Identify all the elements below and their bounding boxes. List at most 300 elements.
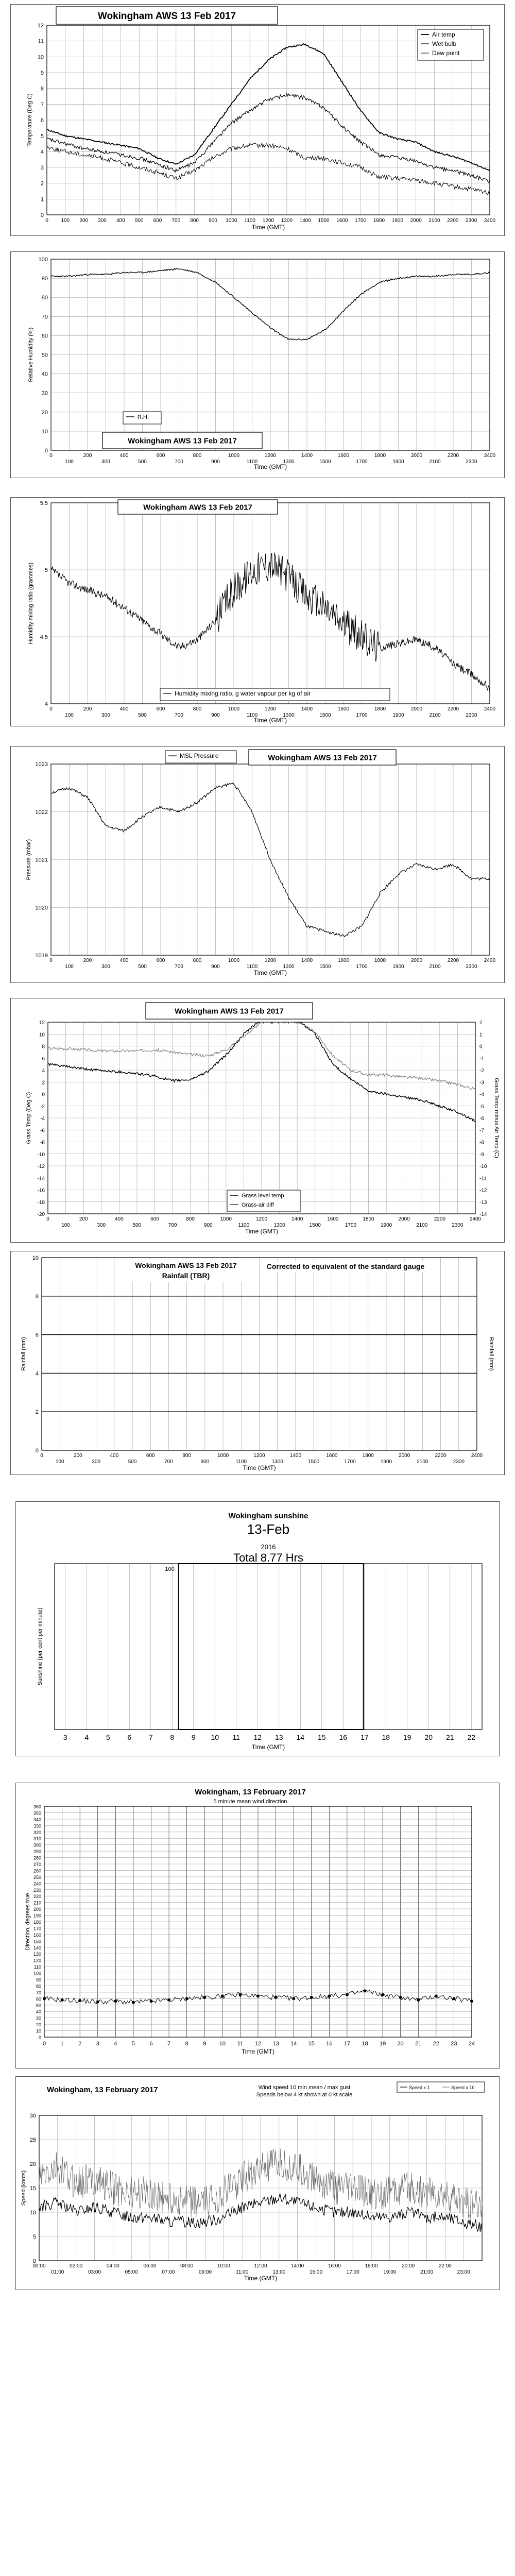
mix-xtick-label: 700 [175, 713, 183, 718]
wdir-ytick-label: 50 [36, 2003, 41, 2008]
wdir-ytick-label: 150 [33, 1939, 41, 1944]
wdir-ytick-label: 270 [33, 1862, 41, 1867]
temp-title: Wokingham AWS 13 Feb 2017 [97, 10, 236, 22]
wdir-point [238, 1993, 242, 1996]
temp-ylabel: Temperature (Deg C) [27, 93, 33, 147]
temp-xtick-label: 1600 [336, 218, 348, 224]
temp-xtick-label: 1000 [226, 218, 237, 224]
rh-ytick-label: 60 [41, 333, 48, 340]
grass-xtick-label: 1000 [220, 1216, 232, 1222]
mix-ytick-label: 4 [44, 701, 48, 707]
rh-xtick-label: 1100 [246, 459, 258, 465]
grass-xtick-label: 700 [168, 1223, 177, 1228]
wdir-xtick-label: 12 [254, 2041, 262, 2047]
temp-ytick-label: 12 [37, 23, 44, 29]
wdir-point [417, 1998, 420, 2002]
grass-ytick-label: -6 [40, 1128, 45, 1134]
temp-ytick-label: 1 [40, 196, 44, 203]
panel-temperature [10, 4, 505, 236]
rh-xtick-label: 2100 [429, 459, 441, 465]
sun-xtick-label: 18 [382, 1733, 390, 1741]
grass-xtick-label: 500 [132, 1223, 142, 1228]
wdir-point [399, 1996, 402, 1999]
wspd-xtick-label: 21:00 [420, 2269, 434, 2275]
mix-xtick-label: 2200 [447, 706, 459, 712]
wdir-point [78, 1999, 81, 2002]
wdir-xtick-label: 17 [344, 2041, 351, 2047]
panel-wind-speed [15, 2076, 500, 2290]
pres-title: Wokingham AWS 13 Feb 2017 [268, 753, 377, 762]
temp-xtick-label: 400 [116, 218, 125, 224]
wdir-xtick-label: 2 [78, 2041, 82, 2047]
sun-ytick-label: 100 [165, 1566, 175, 1572]
grass-ytick-label: -4 [40, 1116, 45, 1122]
mixing-ratio-chart [11, 498, 503, 725]
rain-xtick-label: 700 [164, 1459, 173, 1465]
wdir-point [346, 1993, 349, 1996]
wspd-xtick-label: 01:00 [51, 2269, 64, 2275]
grass-ytick-label: 6 [42, 1056, 45, 1062]
rh-xtick-label: 1500 [319, 459, 331, 465]
rain-xtick-label: 1600 [326, 1453, 338, 1459]
wspd-xtick-label: 18:00 [365, 2263, 378, 2269]
wdir-ylabel: Direction, degrees true [25, 1893, 31, 1951]
temp-legend-label: Dew point [432, 49, 460, 57]
mix-xtick-label: 2400 [484, 706, 496, 712]
panel-mixing-ratio [10, 497, 505, 726]
rain-xtick-label: 1300 [271, 1459, 283, 1465]
sun-bar [179, 1564, 364, 1730]
wspd-xtick-label: 09:00 [198, 2269, 212, 2275]
mix-xtick-label: 2100 [429, 713, 441, 718]
pres-xtick-label: 200 [83, 958, 92, 963]
pres-xtick-label: 100 [65, 964, 74, 970]
wspd-xtick-label: 12:00 [254, 2263, 267, 2269]
grass-legend-label: Grass-air diff [242, 1202, 274, 1208]
wspd-xtick-label: 07:00 [162, 2269, 175, 2275]
rainfall-chart [11, 1251, 503, 1473]
pres-xlabel: Time (GMT) [253, 969, 287, 976]
sun-xtick-label: 19 [403, 1733, 411, 1741]
wdir-xtick-label: 15 [308, 2041, 315, 2047]
rh-xtick-label: 200 [83, 453, 92, 459]
temp-xtick-label: 0 [45, 218, 48, 224]
temp-ytick-label: 8 [40, 86, 44, 92]
temp-xtick-label: 200 [79, 218, 89, 224]
wdir-ytick-label: 290 [33, 1849, 41, 1855]
grass-ytick-right-label: 2 [479, 1020, 483, 1026]
grass-ylabel: Grass Temp (Deg C) [26, 1092, 32, 1144]
grass-ytick-right-label: -13 [479, 1199, 487, 1206]
grass-ytick-label: 4 [42, 1068, 45, 1074]
grass-ytick-right-label: -11 [479, 1176, 487, 1182]
wspd-xtick-label: 14:00 [291, 2263, 304, 2269]
wspd-ytick-label: 15 [29, 2185, 36, 2192]
rain-xtick-label: 2300 [453, 1459, 465, 1465]
temp-ytick-label: 10 [37, 54, 44, 61]
mix-xtick-label: 1600 [337, 706, 350, 712]
pres-xtick-label: 700 [175, 964, 183, 970]
pres-xtick-label: 1200 [264, 958, 277, 963]
wdir-ytick-label: 80 [36, 1984, 41, 1989]
wspd-ytick-label: 25 [29, 2137, 36, 2143]
rain-xtick-label: 600 [146, 1453, 155, 1459]
wdir-ytick-label: 90 [36, 1977, 41, 1982]
rain-xtick-label: 400 [110, 1453, 119, 1459]
sun-xtick-label: 9 [191, 1733, 196, 1741]
rain-xtick-label: 900 [200, 1459, 210, 1465]
rain-xtick-label: 500 [128, 1459, 137, 1465]
rh-xtick-label: 2000 [410, 453, 423, 459]
wdir-ytick-label: 240 [33, 1881, 41, 1887]
mix-xtick-label: 1700 [356, 713, 368, 718]
wspd-annotation-2: Speeds below 4 kt shown at 0 kt scale [256, 2092, 353, 2098]
grass-chart [11, 998, 503, 1241]
rain-ytick-label: 8 [35, 1293, 39, 1300]
wdir-point [150, 1999, 153, 2003]
grass-ylabel-right: Grass Temp minus Air Temp (C) [493, 1078, 500, 1158]
grass-ytick-label: -2 [40, 1104, 45, 1110]
grass-ytick-right-label: -6 [479, 1116, 484, 1122]
sun-xtick-label: 16 [339, 1733, 348, 1741]
wdir-point [43, 1997, 46, 2000]
temp-xtick-label: 2200 [447, 218, 459, 224]
wspd-xtick-label: 17:00 [346, 2269, 359, 2275]
pres-legend-label: MSL Pressure [180, 752, 219, 759]
mix-xtick-label: 600 [156, 706, 165, 712]
rain-ytick-label: 10 [32, 1255, 39, 1261]
wdir-ytick-label: 20 [36, 2022, 41, 2028]
rh-xtick-label: 1400 [301, 453, 313, 459]
grass-xtick-label: 2100 [416, 1223, 428, 1228]
wspd-xtick-label: 06:00 [143, 2263, 157, 2269]
panel-rainfall [10, 1251, 505, 1475]
wdir-xtick-label: 19 [379, 2041, 386, 2047]
wdir-xtick-label: 10 [219, 2041, 226, 2047]
wspd-legend-label: Speed x 1 [409, 2085, 430, 2090]
wdir-xlabel: Time (GMT) [241, 2048, 275, 2055]
wspd-xtick-label: 22:00 [438, 2263, 452, 2269]
mix-xtick-label: 1900 [392, 713, 404, 718]
grass-ytick-right-label: -2 [479, 1068, 484, 1074]
wdir-ytick-label: 30 [36, 2015, 41, 2021]
rh-ytick-label: 100 [38, 257, 48, 263]
grass-xlabel: Time (GMT) [245, 1228, 279, 1235]
rh-ytick-label: 30 [41, 390, 48, 397]
rain-title: Wokingham AWS 13 Feb 2017 [135, 1261, 237, 1269]
grass-ytick-right-label: -8 [479, 1140, 484, 1146]
grass-ytick-right-label: -7 [479, 1128, 484, 1134]
rh-xtick-label: 2300 [466, 459, 477, 465]
wdir-xtick-label: 21 [415, 2041, 422, 2047]
rain-xtick-label: 100 [55, 1459, 64, 1465]
rain-xtick-label: 1200 [253, 1453, 265, 1459]
panel-grass [10, 998, 505, 1243]
temp-xtick-label: 800 [190, 218, 199, 224]
mix-xtick-label: 300 [101, 713, 110, 718]
rh-ytick-label: 40 [41, 371, 48, 378]
temp-xtick-label: 2300 [466, 218, 477, 224]
wspd-xtick-label: 16:00 [328, 2263, 341, 2269]
rh-ytick-label: 20 [41, 409, 48, 416]
wspd-xtick-label: 03:00 [88, 2269, 101, 2275]
pressure-chart [11, 747, 503, 981]
temp-ytick-label: 7 [40, 101, 44, 108]
rh-xtick-label: 600 [156, 453, 165, 459]
pres-xtick-label: 1800 [374, 958, 386, 963]
wspd-legend-label: Speed x 10 [451, 2085, 475, 2090]
rh-legend-label: R.H. [138, 414, 149, 420]
wdir-point [328, 1994, 331, 1997]
wdir-point [452, 1997, 455, 2000]
temp-xtick-label: 1300 [281, 218, 293, 224]
rain-xtick-label: 1000 [217, 1453, 229, 1459]
mix-ytick-label: 5 [44, 567, 48, 573]
wdir-ytick-label: 100 [33, 1971, 41, 1976]
pres-xtick-label: 1700 [356, 964, 368, 970]
pres-xtick-label: 900 [211, 964, 220, 970]
pres-xtick-label: 1000 [228, 958, 240, 963]
wdir-ytick-label: 170 [33, 1926, 41, 1931]
temp-legend-label: Wet bulb [432, 40, 457, 47]
wdir-point [274, 1996, 278, 1999]
wind-speed-chart [16, 2077, 498, 2289]
sun-title: Wokingham sunshine [228, 1512, 308, 1520]
pres-ytick-label: 1021 [35, 857, 48, 863]
grass-xtick-label: 1100 [238, 1223, 250, 1228]
rain-xtick-label: 2200 [435, 1453, 447, 1459]
pres-ytick-label: 1020 [35, 905, 48, 911]
wspd-ytick-label: 5 [32, 2234, 36, 2240]
wdir-point [61, 1998, 64, 2002]
grass-ytick-label: -18 [37, 1199, 45, 1206]
sun-xtick-label: 17 [360, 1733, 369, 1741]
mix-ytick-label: 5.5 [40, 500, 48, 506]
rain-xtick-label: 2000 [399, 1453, 410, 1459]
wspd-xtick-label: 08:00 [180, 2263, 194, 2269]
pres-xtick-label: 1100 [246, 964, 258, 970]
pres-xtick-label: 1900 [392, 964, 404, 970]
wdir-xtick-label: 7 [167, 2041, 171, 2047]
wdir-xtick-label: 23 [451, 2041, 457, 2047]
rain-ylabel-right: Rainfall (mm) [488, 1337, 494, 1371]
rain-xtick-label: 1800 [362, 1453, 374, 1459]
grass-ytick-right-label: 1 [479, 1032, 483, 1038]
grass-ytick-label: -12 [37, 1164, 45, 1170]
wdir-xtick-label: 14 [290, 2041, 297, 2047]
wspd-xtick-label: 13:00 [272, 2269, 286, 2275]
grass-ytick-right-label: -4 [479, 1092, 484, 1098]
rh-ytick-label: 90 [41, 276, 48, 282]
sun-xtick-label: 8 [170, 1733, 175, 1741]
wdir-ytick-label: 180 [33, 1920, 41, 1925]
pres-xtick-label: 2400 [484, 958, 496, 963]
temp-xtick-label: 1800 [373, 218, 385, 224]
rain-annotation: Corrected to equivalent of the standard gauge [266, 1262, 425, 1270]
mix-xtick-label: 2300 [466, 713, 477, 718]
temp-xtick-label: 100 [61, 218, 70, 224]
sun-xtick-label: 14 [296, 1733, 305, 1741]
wdir-subtitle: 5 minute mean wind direction [213, 1799, 287, 1805]
rh-xtick-label: 2400 [484, 453, 496, 459]
panel-wind-direction [15, 1783, 500, 2069]
temp-xtick-label: 300 [98, 218, 107, 224]
wdir-point [470, 1999, 473, 2003]
temp-ytick-label: 6 [40, 117, 44, 124]
wdir-ytick-label: 310 [33, 1836, 41, 1842]
temperature-chart [11, 5, 503, 234]
rh-ylabel: Relative Humidity (%) [28, 327, 34, 382]
wind-direction-chart [16, 1783, 498, 2067]
grass-xtick-label: 400 [114, 1216, 124, 1222]
wdir-ytick-label: 110 [33, 1964, 41, 1970]
grass-ytick-right-label: -1 [479, 1056, 484, 1062]
wdir-ytick-label: 220 [33, 1894, 41, 1900]
wdir-ytick-label: 0 [38, 2035, 41, 2040]
wdir-xtick-label: 11 [237, 2041, 244, 2047]
rh-xtick-label: 1300 [283, 459, 295, 465]
rain-xtick-label: 2400 [471, 1453, 483, 1459]
wdir-ytick-label: 160 [33, 1932, 41, 1938]
pres-ytick-label: 1022 [35, 809, 48, 816]
wdir-xtick-label: 1 [60, 2041, 64, 2047]
wdir-xtick-label: 9 [203, 2041, 207, 2047]
wspd-xtick-label: 20:00 [402, 2263, 415, 2269]
temp-xtick-label: 600 [153, 218, 162, 224]
sun-total-annotation: Total 8.77 Hrs [233, 1551, 303, 1564]
pres-xtick-label: 2100 [429, 964, 441, 970]
wdir-ytick-label: 340 [33, 1817, 41, 1822]
grass-ytick-label: 10 [39, 1032, 45, 1038]
pres-xtick-label: 2200 [447, 958, 459, 963]
rh-xtick-label: 700 [175, 459, 183, 465]
rain-xtick-label: 1100 [235, 1459, 247, 1465]
rain-xtick-label: 1900 [380, 1459, 392, 1465]
pres-xtick-label: 1600 [337, 958, 350, 963]
wdir-ytick-label: 280 [33, 1855, 41, 1861]
wdir-point [132, 2001, 135, 2004]
wdir-xtick-label: 20 [397, 2041, 404, 2047]
temp-xtick-label: 2400 [484, 218, 496, 224]
grass-xtick-label: 1600 [327, 1216, 339, 1222]
temp-xtick-label: 1900 [391, 218, 403, 224]
temp-ytick-label: 9 [40, 70, 44, 76]
mix-xtick-label: 1200 [264, 706, 277, 712]
temp-xtick-label: 2000 [410, 218, 422, 224]
wdir-point [221, 1994, 224, 1997]
grass-ytick-right-label: -14 [479, 1212, 487, 1217]
rh-xtick-label: 500 [138, 459, 147, 465]
grass-ytick-right-label: -3 [479, 1080, 484, 1086]
wspd-xtick-label: 23:00 [457, 2269, 470, 2275]
wdir-point [256, 1994, 260, 1997]
wspd-xlabel: Time (GMT) [244, 2275, 278, 2282]
wdir-xtick-label: 16 [326, 2041, 333, 2047]
grass-xtick-label: 600 [150, 1216, 159, 1222]
wspd-xtick-label: 19:00 [383, 2269, 397, 2275]
temp-xtick-label: 1700 [355, 218, 367, 224]
sun-ylabel: Sunshine (per cent per minute) [37, 1607, 43, 1686]
mix-xtick-label: 100 [65, 713, 74, 718]
grass-ytick-label: -10 [37, 1151, 45, 1158]
wspd-ytick-label: 20 [29, 2161, 36, 2167]
sun-year-annotation: 2016 [261, 1543, 276, 1551]
sun-xtick-label: 20 [424, 1733, 433, 1741]
grass-xtick-label: 2200 [434, 1216, 445, 1222]
sun-xtick-label: 7 [148, 1733, 153, 1741]
grass-xtick-label: 1200 [255, 1216, 268, 1222]
grass-ytick-right-label: -12 [479, 1188, 487, 1194]
sun-plot-frame [55, 1564, 482, 1730]
grass-ytick-right-label: 0 [479, 1044, 483, 1050]
wdir-ytick-label: 10 [36, 2028, 41, 2034]
grass-xtick-label: 1400 [291, 1216, 303, 1222]
temp-xtick-label: 1400 [299, 218, 311, 224]
rain-xtick-label: 300 [92, 1459, 100, 1465]
temp-xtick-label: 2100 [428, 218, 440, 224]
temp-xtick-label: 900 [209, 218, 217, 224]
mix-xtick-label: 900 [211, 713, 220, 718]
wdir-ytick-label: 40 [36, 2009, 41, 2015]
pres-xtick-label: 600 [156, 958, 165, 963]
pres-ytick-label: 1019 [35, 953, 48, 959]
panel-humidity [10, 251, 505, 478]
grass-xtick-label: 1900 [380, 1223, 392, 1228]
pres-xtick-label: 1300 [283, 964, 295, 970]
mix-xtick-label: 1100 [246, 713, 258, 718]
grass-ytick-label: 2 [42, 1080, 45, 1086]
temp-ytick-label: 5 [40, 133, 44, 140]
mix-xtick-label: 1800 [374, 706, 386, 712]
grass-ytick-label: -20 [37, 1212, 45, 1217]
rain-subtitle: Rainfall (TBR) [162, 1272, 210, 1280]
humidity-chart [11, 252, 503, 477]
temp-legend-label: Air temp [432, 31, 455, 38]
rh-xtick-label: 1600 [337, 453, 350, 459]
mix-xtick-label: 200 [83, 706, 92, 712]
sun-xtick-label: 12 [253, 1733, 262, 1741]
wdir-ytick-label: 120 [33, 1958, 41, 1963]
sun-xtick-label: 3 [63, 1733, 67, 1741]
wdir-ytick-label: 250 [33, 1874, 41, 1880]
wdir-xtick-label: 3 [96, 2041, 99, 2047]
rh-xtick-label: 1700 [356, 459, 368, 465]
wdir-xtick-label: 24 [468, 2041, 475, 2047]
wspd-xtick-label: 05:00 [125, 2269, 138, 2275]
wdir-xtick-label: 8 [185, 2041, 188, 2047]
mix-xtick-label: 1000 [228, 706, 240, 712]
wspd-xtick-label: 11:00 [236, 2269, 249, 2275]
grass-xtick-label: 2400 [469, 1216, 482, 1222]
rh-xtick-label: 1800 [374, 453, 386, 459]
temp-ytick-label: 0 [40, 212, 44, 218]
wdir-ytick-label: 200 [33, 1907, 41, 1912]
pres-xtick-label: 2300 [466, 964, 477, 970]
rain-ytick-label: 6 [35, 1332, 39, 1338]
sun-xlabel: Time (GMT) [251, 1743, 285, 1751]
pres-xtick-label: 800 [193, 958, 202, 963]
grass-ytick-right-label: -9 [479, 1151, 484, 1158]
wdir-ytick-label: 60 [36, 1996, 41, 2002]
mix-legend-label: Humidity mixing ratio, g water vapour per kg of air [175, 690, 311, 697]
wdir-xtick-label: 13 [272, 2041, 279, 2047]
mix-xtick-label: 0 [49, 706, 53, 712]
temp-ytick-label: 3 [40, 165, 44, 171]
rh-xtick-label: 400 [119, 453, 129, 459]
wspd-xtick-label: 00:00 [32, 2263, 46, 2269]
wdir-point [96, 2001, 99, 2004]
pres-xtick-label: 2000 [410, 958, 423, 963]
